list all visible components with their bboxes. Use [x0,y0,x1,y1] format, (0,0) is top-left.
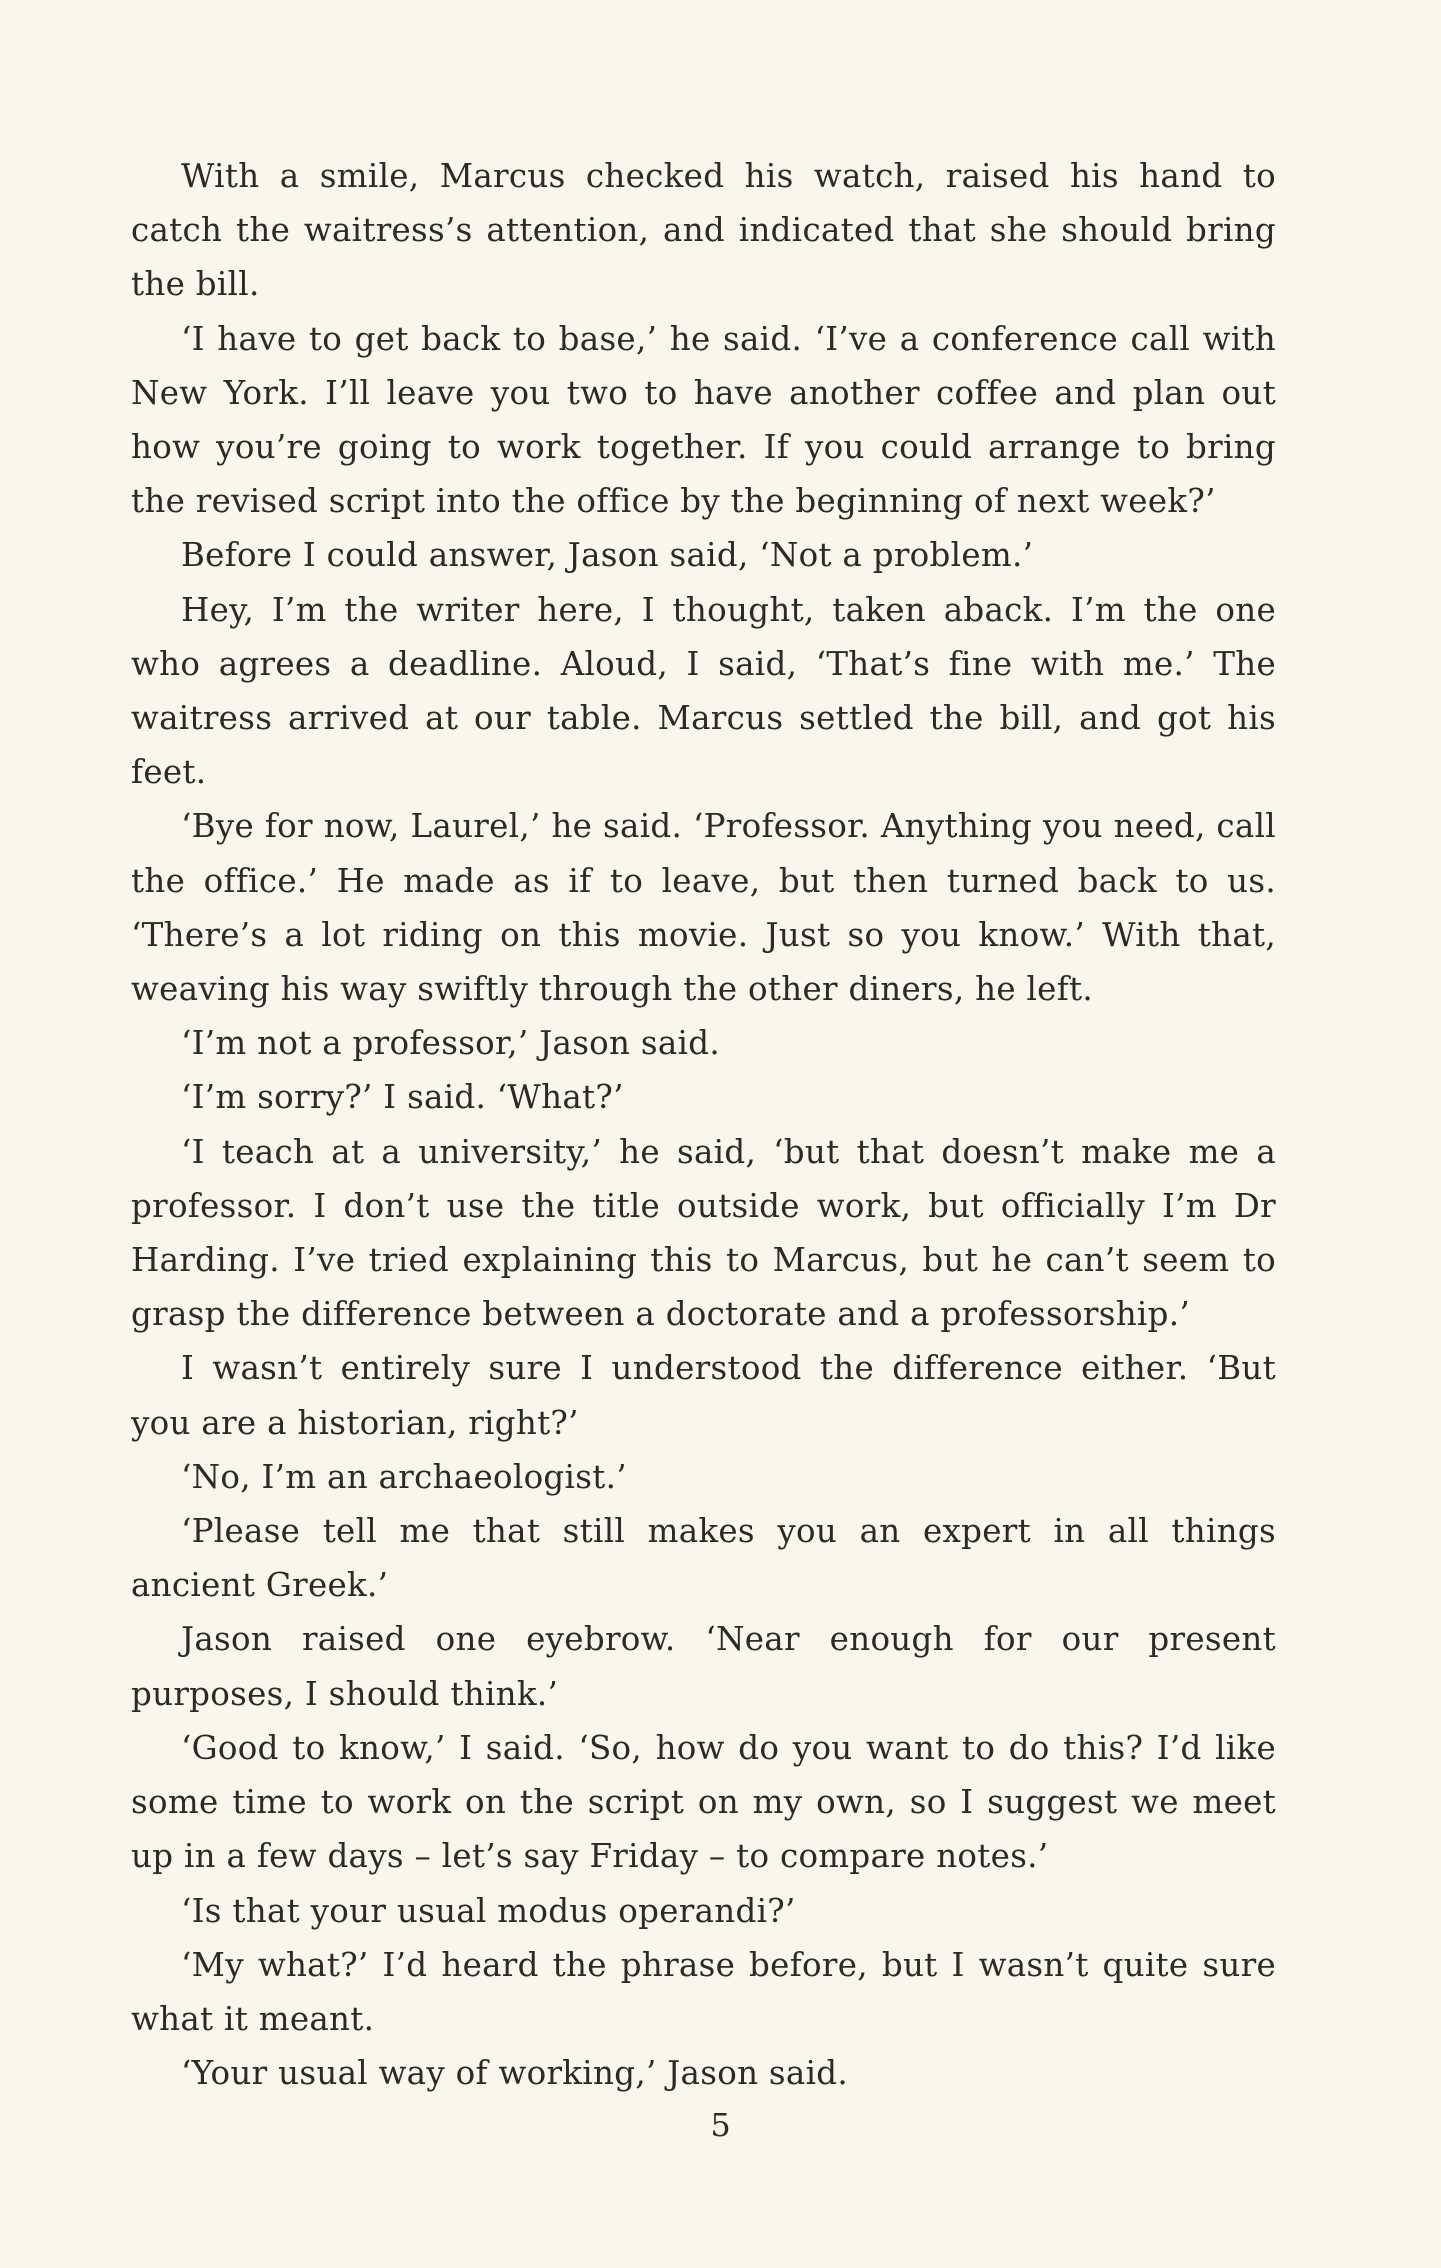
paragraph: ‘Your usual way of working,’ Jason said. [181,2054,849,2093]
page-number: 5 [710,2106,731,2144]
paragraph: With a smile, Marcus checked his watch, raised his hand to catch the waitress’s attention, and indicated that she should bring the bill. [131,157,1276,304]
paragraph: ‘I have to get back to base,’ he said. ‘I’ve a conference call with New York. I’ll leave you two to have another coffee and plan out how you’re going to work together. If you could arrange to bring the revised script into the office by the beginning of next week?’ [131,319,1276,521]
paragraph: I wasn’t entirely sure I understood the difference either. ‘But you are a historian, right?’ [131,1349,1276,1442]
paragraph: ‘Good to know,’ I said. ‘So, how do you want to do this? I’d like some time to work on the script on my own, so I suggest we meet up in a few days – let’s say Friday – to compare notes.’ [131,1728,1276,1876]
paragraph: Hey, I’m the writer here, I thought, taken aback. I’m the one who agrees a deadline. Aloud, I said, ‘That’s fine with me.’ The waitress arrived at our table. Marcus settled the bill, and got his feet. [131,590,1276,792]
paragraph: Jason raised one eyebrow. ‘Near enough for our present purposes, I should think.’ [131,1620,1276,1713]
paragraph: ‘I’m sorry?’ I said. ‘What?’ [181,1078,624,1117]
paragraph: ‘No, I’m an archaeologist.’ [181,1457,627,1496]
paragraph: ‘I’m not a professor,’ Jason said. [181,1024,720,1063]
body-text [131,149,1276,2100]
paragraph: ‘I teach at a university,’ he said, ‘but that doesn’t make me a professor. I don’t use the title outside work, but officially I’m Dr Harding. I’ve tried explaining this to Marcus, but he can’t seem to grasp the difference between a doctorate and a professorship.’ [131,1132,1276,1334]
paragraph: ‘Is that your usual modus operandi?’ [181,1891,796,1930]
paragraph: Before I could answer, Jason said, ‘Not a problem.’ [181,536,1034,575]
paragraph: ‘Bye for now, Laurel,’ he said. ‘Professor. Anything you need, call the office.’ He made as if to leave, but then turned back to us. ‘There’s a lot riding on this movie. Just so you know.’ With that, weaving his way swiftly through the other diners, he left. [131,807,1276,1009]
paragraph: ‘My what?’ I’d heard the phrase before, but I wasn’t quite sure what it meant. [131,1945,1276,2038]
paragraph: ‘Please tell me that still makes you an expert in all things ancient Greek.’ [131,1512,1276,1605]
